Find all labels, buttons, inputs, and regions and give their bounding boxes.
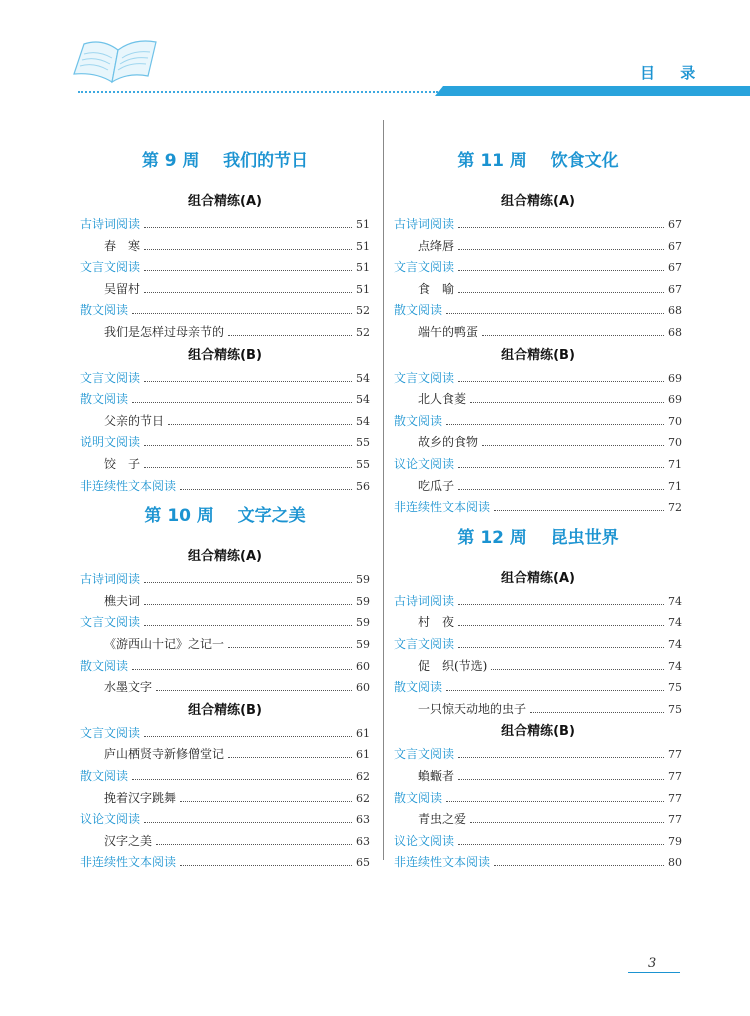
toc-page-number: 52 bbox=[356, 304, 370, 318]
dot-leader bbox=[132, 768, 352, 780]
dot-leader bbox=[144, 370, 352, 382]
toc-item-row[interactable] bbox=[80, 279, 370, 299]
toc-item-row[interactable] bbox=[80, 236, 370, 256]
toc-entry-title: 端午的鸭蛋 bbox=[418, 325, 479, 339]
toc-category-row[interactable] bbox=[80, 723, 370, 743]
toc-item-row[interactable] bbox=[394, 389, 682, 409]
dot-leader bbox=[144, 725, 352, 737]
toc-item-row[interactable] bbox=[394, 809, 682, 829]
toc-category-row[interactable] bbox=[394, 788, 682, 808]
toc-entry-title: 青虫之爱 bbox=[418, 812, 467, 827]
toc-page-number: 67 bbox=[668, 282, 682, 296]
dot-leader bbox=[180, 854, 352, 866]
toc-entry-title: 蝜蝂者 bbox=[418, 769, 455, 783]
toc-category-row[interactable] bbox=[80, 432, 370, 452]
open-book-icon bbox=[68, 36, 168, 88]
toc-category-row[interactable] bbox=[394, 852, 682, 872]
toc-entry-title: 散文阅读 bbox=[80, 769, 129, 783]
group-heading: 组合精练(A) bbox=[501, 570, 575, 586]
dot-leader bbox=[470, 811, 664, 823]
group-heading: 组合精练(A) bbox=[188, 194, 262, 209]
toc-page-number: 75 bbox=[668, 681, 682, 695]
dot-leader bbox=[494, 499, 664, 511]
toc-entry-title: 议论文阅读 bbox=[394, 833, 455, 848]
toc-entry-title: 文言文阅读 bbox=[80, 260, 141, 275]
toc-page-number: 74 bbox=[668, 616, 682, 630]
toc-entry-title: 散文阅读 bbox=[394, 413, 443, 428]
toc-entry-title: 非连续性文本阅读 bbox=[394, 855, 491, 870]
dot-leader bbox=[458, 478, 664, 490]
toc-page-number: 59 bbox=[356, 616, 370, 630]
dot-leader bbox=[144, 811, 352, 823]
toc-item-row[interactable] bbox=[394, 656, 682, 676]
toc-category-row[interactable] bbox=[80, 257, 370, 277]
toc-category-row[interactable] bbox=[80, 809, 370, 829]
dot-leader bbox=[156, 833, 352, 845]
dot-leader bbox=[446, 790, 664, 802]
dot-leader bbox=[144, 238, 352, 250]
toc-page-number: 75 bbox=[668, 702, 682, 716]
toc-item-row[interactable] bbox=[80, 454, 370, 474]
dot-leader bbox=[470, 391, 664, 403]
toc-page-number: 80 bbox=[668, 856, 682, 870]
dot-leader bbox=[144, 571, 352, 583]
toc-category-row[interactable] bbox=[80, 389, 370, 409]
toc-page-number: 69 bbox=[668, 393, 682, 407]
toc-entry-title: 古诗词阅读 bbox=[394, 217, 455, 231]
toc-page-number: 52 bbox=[356, 326, 370, 339]
dot-leader bbox=[156, 679, 352, 691]
toc-page-number: 51 bbox=[356, 261, 370, 275]
toc-category-row[interactable] bbox=[80, 368, 370, 388]
toc-item-row[interactable] bbox=[394, 612, 682, 632]
dot-leader bbox=[458, 636, 664, 648]
toc-entry-title: 散文阅读 bbox=[80, 392, 129, 407]
toc-category-row[interactable] bbox=[394, 257, 682, 277]
dot-leader bbox=[482, 434, 664, 446]
toc-category-row[interactable] bbox=[394, 634, 682, 654]
dot-leader bbox=[446, 302, 664, 314]
toc-item-row[interactable] bbox=[80, 831, 370, 851]
group-heading: 组合精练(B) bbox=[188, 347, 262, 363]
toc-entry-title: 点绛唇 bbox=[418, 238, 455, 253]
toc-entry-title: 散文阅读 bbox=[80, 303, 129, 318]
toc-page-number: 70 bbox=[668, 414, 682, 428]
dot-leader bbox=[144, 593, 352, 605]
toc-category-row[interactable] bbox=[394, 831, 682, 851]
week-heading: 第 12 周 昆虫世界 bbox=[457, 527, 619, 548]
dot-leader bbox=[144, 434, 352, 446]
toc-entry-title: 一只惊天动地的虫子 bbox=[418, 701, 527, 716]
toc-page-number: 59 bbox=[356, 594, 370, 608]
dot-leader bbox=[458, 216, 664, 228]
toc-entry-title: 文言文阅读 bbox=[80, 615, 141, 630]
toc-category-row[interactable] bbox=[394, 744, 682, 764]
toc-page-number: 67 bbox=[668, 218, 682, 231]
page-number-underline bbox=[628, 972, 680, 973]
toc-page-number: 69 bbox=[668, 371, 682, 385]
toc-entry-title: 樵夫词 bbox=[104, 593, 141, 608]
dot-leader bbox=[458, 370, 664, 382]
toc-item-row[interactable] bbox=[394, 322, 682, 342]
toc-page-number: 71 bbox=[668, 458, 682, 471]
dot-leader bbox=[458, 614, 664, 626]
toc-page-number: 77 bbox=[668, 770, 682, 783]
toc-page-number: 55 bbox=[356, 436, 370, 450]
dot-leader bbox=[458, 593, 664, 605]
toc-page-number: 59 bbox=[356, 573, 370, 587]
toc-entry-title: 《游西山十记》之记一 bbox=[104, 637, 225, 651]
toc-page-number: 77 bbox=[668, 791, 682, 805]
toc-item-row[interactable] bbox=[80, 322, 370, 342]
toc-category-row[interactable] bbox=[80, 476, 370, 496]
page-header bbox=[0, 0, 750, 100]
toc-page-number: 63 bbox=[356, 813, 370, 827]
dot-leader bbox=[458, 456, 664, 468]
toc-category-row[interactable] bbox=[80, 569, 370, 589]
toc-item-row[interactable] bbox=[80, 591, 370, 611]
toc-category-row[interactable] bbox=[394, 214, 682, 234]
toc-page-number: 68 bbox=[668, 304, 682, 318]
group-heading: 组合精练(B) bbox=[188, 702, 262, 718]
dot-leader bbox=[482, 324, 664, 336]
toc-page-number: 60 bbox=[356, 659, 370, 673]
header-tab-bar bbox=[435, 86, 750, 96]
week-heading: 第 10 周 文字之美 bbox=[144, 506, 306, 527]
page-number: 3 bbox=[648, 956, 657, 971]
dot-leader bbox=[494, 854, 664, 866]
dot-leader bbox=[144, 216, 352, 228]
dot-leader bbox=[458, 259, 664, 271]
toc-entry-title: 汉字之美 bbox=[104, 833, 153, 848]
toc-page-number: 79 bbox=[668, 834, 682, 848]
toc-page-number: 74 bbox=[668, 659, 682, 673]
dot-leader bbox=[180, 478, 352, 490]
toc-item-row[interactable] bbox=[80, 411, 370, 431]
toc-page-number: 74 bbox=[668, 594, 682, 608]
dot-leader bbox=[228, 746, 352, 758]
toc-entry-title: 散文阅读 bbox=[394, 790, 443, 805]
toc-page-number: 55 bbox=[356, 458, 370, 471]
page-title: 目 录 bbox=[640, 64, 706, 82]
toc-category-row[interactable] bbox=[80, 656, 370, 676]
toc-entry-title: 饺 子 bbox=[104, 457, 141, 471]
toc-item-row[interactable] bbox=[80, 788, 370, 808]
toc-item-row[interactable] bbox=[394, 476, 682, 496]
toc-category-row[interactable] bbox=[394, 411, 682, 431]
toc-entry-title: 非连续性文本阅读 bbox=[80, 478, 177, 493]
toc-entry-title: 挽着汉字跳舞 bbox=[104, 790, 177, 805]
toc-entry-title: 促 织(节选) bbox=[418, 658, 488, 673]
dot-leader bbox=[458, 281, 664, 293]
column-divider bbox=[383, 120, 384, 860]
toc-page-number: 74 bbox=[668, 638, 682, 651]
toc-entry-title: 食 喻 bbox=[418, 281, 455, 296]
toc-entry-title: 散文阅读 bbox=[394, 303, 443, 318]
toc-entry-title: 文言文阅读 bbox=[80, 725, 141, 740]
dot-leader bbox=[132, 658, 352, 670]
toc-page-number: 61 bbox=[356, 748, 370, 762]
dot-leader bbox=[446, 413, 664, 425]
toc-page-number: 61 bbox=[356, 726, 370, 740]
toc-page-number: 77 bbox=[668, 813, 682, 827]
dot-leader bbox=[446, 679, 664, 691]
toc-page-number: 70 bbox=[668, 436, 682, 450]
toc-category-row[interactable] bbox=[394, 300, 682, 320]
toc-entry-title: 古诗词阅读 bbox=[394, 593, 455, 608]
toc-page-number: 51 bbox=[356, 218, 370, 231]
toc-category-row[interactable] bbox=[394, 677, 682, 697]
toc-entry-title: 散文阅读 bbox=[394, 680, 443, 695]
toc-entry-title: 水墨文字 bbox=[104, 680, 153, 695]
toc-category-row[interactable] bbox=[80, 766, 370, 786]
toc-page-number: 54 bbox=[356, 371, 370, 385]
dot-leader bbox=[132, 391, 352, 403]
toc-entry-title: 非连续性文本阅读 bbox=[80, 855, 177, 870]
dot-leader bbox=[228, 324, 352, 336]
toc-item-row[interactable] bbox=[80, 677, 370, 697]
toc-page-number: 67 bbox=[668, 261, 682, 275]
toc-page-number: 63 bbox=[356, 834, 370, 848]
toc-item-row[interactable] bbox=[394, 279, 682, 299]
toc-entry-title: 文言文阅读 bbox=[394, 637, 455, 651]
toc-page-number: 54 bbox=[356, 393, 370, 407]
toc-entry-title: 我们是怎样过母亲节的 bbox=[104, 325, 225, 339]
dot-leader bbox=[144, 456, 352, 468]
toc-page-number: 56 bbox=[356, 479, 370, 493]
toc-category-row[interactable] bbox=[80, 214, 370, 234]
toc-entry-title: 议论文阅读 bbox=[80, 812, 141, 827]
toc-entry-title: 文言文阅读 bbox=[394, 260, 455, 275]
dot-leader bbox=[491, 658, 664, 670]
dot-leader bbox=[530, 701, 664, 713]
toc-entry-title: 春 寒 bbox=[104, 238, 141, 253]
toc-page-number: 51 bbox=[356, 239, 370, 253]
dot-leader bbox=[458, 746, 664, 758]
toc-item-row[interactable] bbox=[394, 699, 682, 719]
toc-category-row[interactable] bbox=[80, 300, 370, 320]
dot-leader bbox=[458, 833, 664, 845]
dot-leader bbox=[144, 259, 352, 271]
toc-category-row[interactable] bbox=[80, 612, 370, 632]
toc-page-number: 60 bbox=[356, 681, 370, 695]
toc-category-row[interactable] bbox=[394, 591, 682, 611]
toc-entry-title: 非连续性文本阅读 bbox=[394, 500, 491, 515]
toc-entry-title: 文言文阅读 bbox=[394, 370, 455, 385]
toc-page-number: 77 bbox=[668, 748, 682, 762]
group-heading: 组合精练(B) bbox=[501, 724, 575, 740]
toc-entry-title: 散文阅读 bbox=[80, 658, 129, 673]
toc-entry-title: 古诗词阅读 bbox=[80, 217, 141, 231]
dot-leader bbox=[458, 768, 664, 780]
toc-entry-title: 村 夜 bbox=[418, 615, 455, 630]
toc-item-row[interactable] bbox=[394, 236, 682, 256]
toc-entry-title: 庐山栖贤寺新修僧堂记 bbox=[104, 747, 225, 762]
group-heading: 组合精练(A) bbox=[188, 549, 262, 565]
toc-page-number: 67 bbox=[668, 239, 682, 253]
dot-leader bbox=[132, 302, 352, 314]
toc-page-number: 65 bbox=[356, 856, 370, 870]
toc-page-number: 59 bbox=[356, 638, 370, 651]
dot-leader bbox=[458, 238, 664, 250]
toc-entry-title: 文言文阅读 bbox=[80, 370, 141, 385]
toc-entry-title: 父亲的节日 bbox=[104, 413, 165, 428]
toc-category-row[interactable] bbox=[394, 454, 682, 474]
dot-leader bbox=[144, 281, 352, 293]
toc-entry-title: 故乡的食物 bbox=[418, 435, 479, 450]
toc-item-row[interactable] bbox=[394, 432, 682, 452]
dot-leader bbox=[228, 636, 352, 648]
toc-entry-title: 议论文阅读 bbox=[394, 457, 455, 471]
header-dotted-line bbox=[78, 91, 438, 93]
toc-page-number: 62 bbox=[356, 770, 370, 783]
toc-page-number: 72 bbox=[668, 501, 682, 515]
toc-entry-title: 吃瓜子 bbox=[418, 478, 455, 493]
toc-entry-title: 文言文阅读 bbox=[394, 747, 455, 762]
dot-leader bbox=[180, 790, 352, 802]
toc-category-row[interactable] bbox=[394, 497, 682, 517]
group-heading: 组合精练(B) bbox=[501, 347, 575, 363]
toc-page-number: 54 bbox=[356, 414, 370, 428]
dot-leader bbox=[168, 413, 352, 425]
toc-entry-title: 吴留村 bbox=[104, 281, 141, 296]
toc-entry-title: 古诗词阅读 bbox=[80, 572, 141, 587]
dot-leader bbox=[144, 614, 352, 626]
toc-item-row[interactable] bbox=[80, 744, 370, 764]
week-heading: 第 11 周 饮食文化 bbox=[457, 151, 619, 171]
toc-category-row[interactable] bbox=[394, 368, 682, 388]
group-heading: 组合精练(A) bbox=[501, 194, 575, 209]
toc-entry-title: 北人食菱 bbox=[418, 392, 467, 407]
week-heading: 第 9 周 我们的节日 bbox=[141, 151, 309, 171]
toc-entry-title: 说明文阅读 bbox=[80, 435, 141, 450]
toc-page-number: 68 bbox=[668, 326, 682, 339]
toc-page-number: 62 bbox=[356, 791, 370, 805]
toc-page-number: 71 bbox=[668, 479, 682, 493]
toc-category-row[interactable] bbox=[80, 852, 370, 872]
toc-page-number: 51 bbox=[356, 282, 370, 296]
toc-item-row[interactable] bbox=[80, 634, 370, 654]
toc-item-row[interactable] bbox=[394, 766, 682, 786]
